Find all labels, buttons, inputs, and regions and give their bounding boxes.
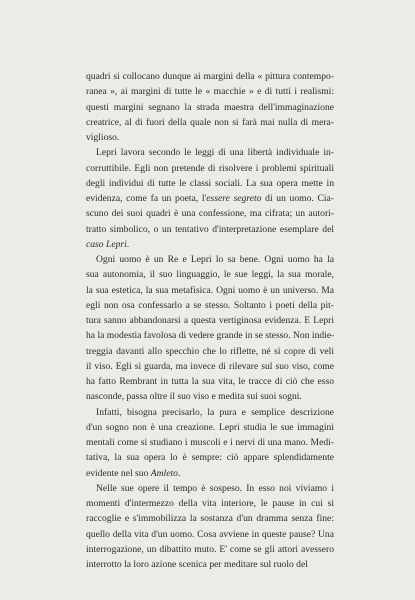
text-line: quello della vita d'un uomo. Cosa avviene in queste pause? Una [86,528,334,540]
text-line: questi margini segnano la strada maestra dell'immaginazione [86,101,334,113]
text-line: tura sanno abbandonarsi a questa vertiginosa evidenza. E Lepri [86,315,334,326]
text-line: il viso. Egli si guarda, ma invece di rilevare sul suo viso, come [86,360,334,372]
text-line: mentali come si studiano i muscoli e i nervi di una mano. Medi- [86,437,334,448]
text-line: degli individui di tutte le classi sociali. La sua opera mette in [86,177,334,189]
text-line: evidenza, come fa un poeta, l'essere segreto di un uomo. Cia- [86,193,335,204]
text-line: treggia davanti allo specchio che lo riflette, né si copre di veli [86,345,334,357]
text-line: Infatti, bisogna precisarlo, la pura e semplice descrizione [96,406,334,418]
text-line: quadri si collocano dunque ai margini della « pittura contempo- [86,71,334,82]
text-line: egli non osa confessarlo a se stesso. Soltanto i poeti della pit- [86,299,334,311]
text-line: caso Lepri. [86,238,130,250]
text-line: raccoglie e s'immobilizza la sostanza d'un dramma senza fine: [86,513,334,525]
text-line: Nelle sue opere il tempo è sospeso. In esso noi viviamo i [96,482,334,494]
text-line: Ogni uomo è un Re e Lepri lo sa bene. Ogni uomo ha la [96,254,334,265]
text-line: interrotto la loro azione scenica per meditare sul ruolo del [86,559,308,570]
text-line: sua autonomia, il suo linguaggio, le sue leggi, la sua morale, [86,269,334,281]
text-line: corruttibile. Egli non pretende di risolvere i problemi spirituali [86,162,334,174]
paragraph [86,69,334,145]
text-line: ha fatto Rembrant in tutta la sua vita, le tracce di ciò che esso [86,376,334,387]
body-text [86,69,334,572]
paragraph [86,145,334,252]
text-line: tratto simbolico, o un tentativo d'interpretazione esemplare del [86,223,334,235]
text-line: evidente nel suo Amleto. [86,467,181,479]
text-line: la sua estetica, la sua metafisica. Ogni uomo è un universo. Ma [86,284,334,296]
text-line: tativa, la sua opera lo è sempre: ciò appare splendidamente [86,452,334,464]
paragraph [86,481,334,573]
text-line: ranea », ai margini di tutte le « macchie » e di tutti i realismi: [86,86,334,98]
text-line: interrogazione, un dibattito muto. E' come se gli attori avessero [86,543,334,555]
text-line: viglioso. [86,132,120,143]
paragraph [86,405,334,481]
paragraph [86,252,334,405]
text-line: creatrice, al di fuori della quale non si farà mai nulla di mera- [86,116,334,128]
text-line: Lepri lavora secondo le leggi di una libertà individuale in- [96,147,334,159]
text-line: ha la modestia favolosa di vedere grande in se stesso. Non indie- [86,330,335,342]
text-line: scuno dei suoi quadri è una confessione, ma cifrata; un autori- [86,208,334,220]
text-line: nasconde, passa oltre il suo viso e medita sui suoi sogni. [86,391,302,403]
text-line: d'un sogno non è una creazione. Lepri studia le sue immagini [86,421,334,433]
text-line: momenti d'intermezzo della vita interiore, le pause in cui si [86,498,334,509]
